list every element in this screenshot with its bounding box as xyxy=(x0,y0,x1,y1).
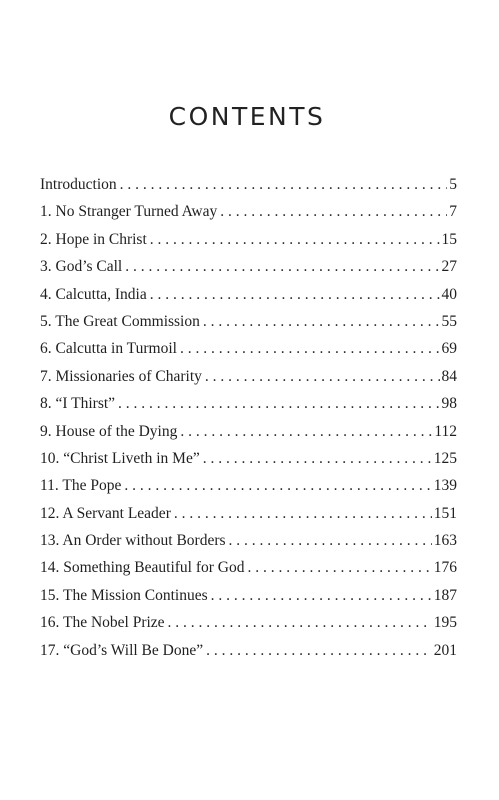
entry-page-number: 5 xyxy=(449,176,457,193)
dot-leader xyxy=(229,532,432,550)
entry-page-number: 69 xyxy=(441,340,457,358)
entry-title: 13. An Order without Borders xyxy=(40,532,226,550)
table-of-contents xyxy=(40,176,457,669)
entry-page-number: 112 xyxy=(434,422,457,440)
entry-page-number: 7 xyxy=(449,203,457,221)
toc-entry[interactable] xyxy=(40,505,457,532)
entry-page-number: 187 xyxy=(433,586,457,604)
toc-entry[interactable] xyxy=(40,368,457,395)
dot-leader xyxy=(125,258,439,276)
entry-title: 17. “God’s Will Be Done” xyxy=(40,641,204,659)
entry-title: 16. The Nobel Prize xyxy=(40,614,165,632)
toc-entry[interactable] xyxy=(40,532,457,559)
toc-entry[interactable] xyxy=(40,286,457,313)
entry-title: 10. “Christ Liveth in Me” xyxy=(40,449,200,467)
entry-page-number: 201 xyxy=(433,641,457,659)
entry-title: 4. Calcutta, India xyxy=(40,285,147,303)
toc-entry[interactable] xyxy=(40,423,457,450)
toc-entry[interactable] xyxy=(40,313,457,340)
entry-page-number: 84 xyxy=(441,367,457,385)
dot-leader xyxy=(180,423,432,441)
entry-title: 7. Missionaries of Charity xyxy=(40,367,202,385)
toc-entry[interactable] xyxy=(40,450,457,477)
dot-leader xyxy=(206,642,432,660)
entry-title: 11. The Pope xyxy=(40,477,122,495)
toc-entry[interactable] xyxy=(40,614,457,641)
dot-leader xyxy=(180,340,440,358)
toc-entry[interactable] xyxy=(40,176,457,203)
dot-leader xyxy=(168,614,432,632)
entry-page-number: 55 xyxy=(441,312,457,330)
dot-leader xyxy=(205,368,440,386)
entry-page-number: 40 xyxy=(441,285,457,303)
entry-title: 1. No Stranger Turned Away xyxy=(40,203,218,221)
entry-page-number: 139 xyxy=(433,477,457,495)
entry-page-number: 125 xyxy=(433,449,457,467)
dot-leader xyxy=(203,450,432,468)
toc-entry[interactable] xyxy=(40,340,457,367)
entry-title: 12. A Servant Leader xyxy=(40,504,171,522)
entry-title: Introduction xyxy=(40,176,117,193)
dot-leader xyxy=(118,395,439,413)
dot-leader xyxy=(150,231,440,249)
entry-page-number: 195 xyxy=(433,614,457,632)
entry-page-number: 27 xyxy=(441,258,457,276)
toc-entry[interactable] xyxy=(40,203,457,230)
entry-title: 5. The Great Commission xyxy=(40,312,200,330)
dot-leader xyxy=(220,203,447,221)
toc-entry[interactable] xyxy=(40,231,457,258)
entry-page-number: 15 xyxy=(441,230,457,248)
dot-leader xyxy=(120,176,448,194)
dot-leader xyxy=(211,587,432,605)
toc-entry[interactable] xyxy=(40,258,457,285)
entry-title: 9. House of the Dying xyxy=(40,422,178,440)
entry-title: 8. “I Thirst” xyxy=(40,395,116,413)
dot-leader xyxy=(248,559,432,577)
entry-title: 3. God’s Call xyxy=(40,258,123,276)
dot-leader xyxy=(150,286,440,304)
entry-title: 2. Hope in Christ xyxy=(40,230,147,248)
dot-leader xyxy=(203,313,440,331)
page-title: CONTENTS xyxy=(168,102,326,131)
entry-title: 6. Calcutta in Turmoil xyxy=(40,340,177,358)
toc-entry[interactable] xyxy=(40,559,457,586)
toc-entry[interactable] xyxy=(40,395,457,422)
entry-page-number: 176 xyxy=(433,559,457,577)
entry-page-number: 151 xyxy=(433,504,457,522)
entry-title: 15. The Mission Continues xyxy=(40,586,208,604)
toc-entry[interactable] xyxy=(40,587,457,614)
toc-entry[interactable] xyxy=(40,642,457,669)
dot-leader xyxy=(124,477,431,495)
entry-page-number: 98 xyxy=(441,395,457,413)
entry-title: 14. Something Beautiful for God xyxy=(40,559,245,577)
toc-entry[interactable] xyxy=(40,477,457,504)
entry-page-number: 163 xyxy=(433,532,457,550)
dot-leader xyxy=(174,505,432,523)
